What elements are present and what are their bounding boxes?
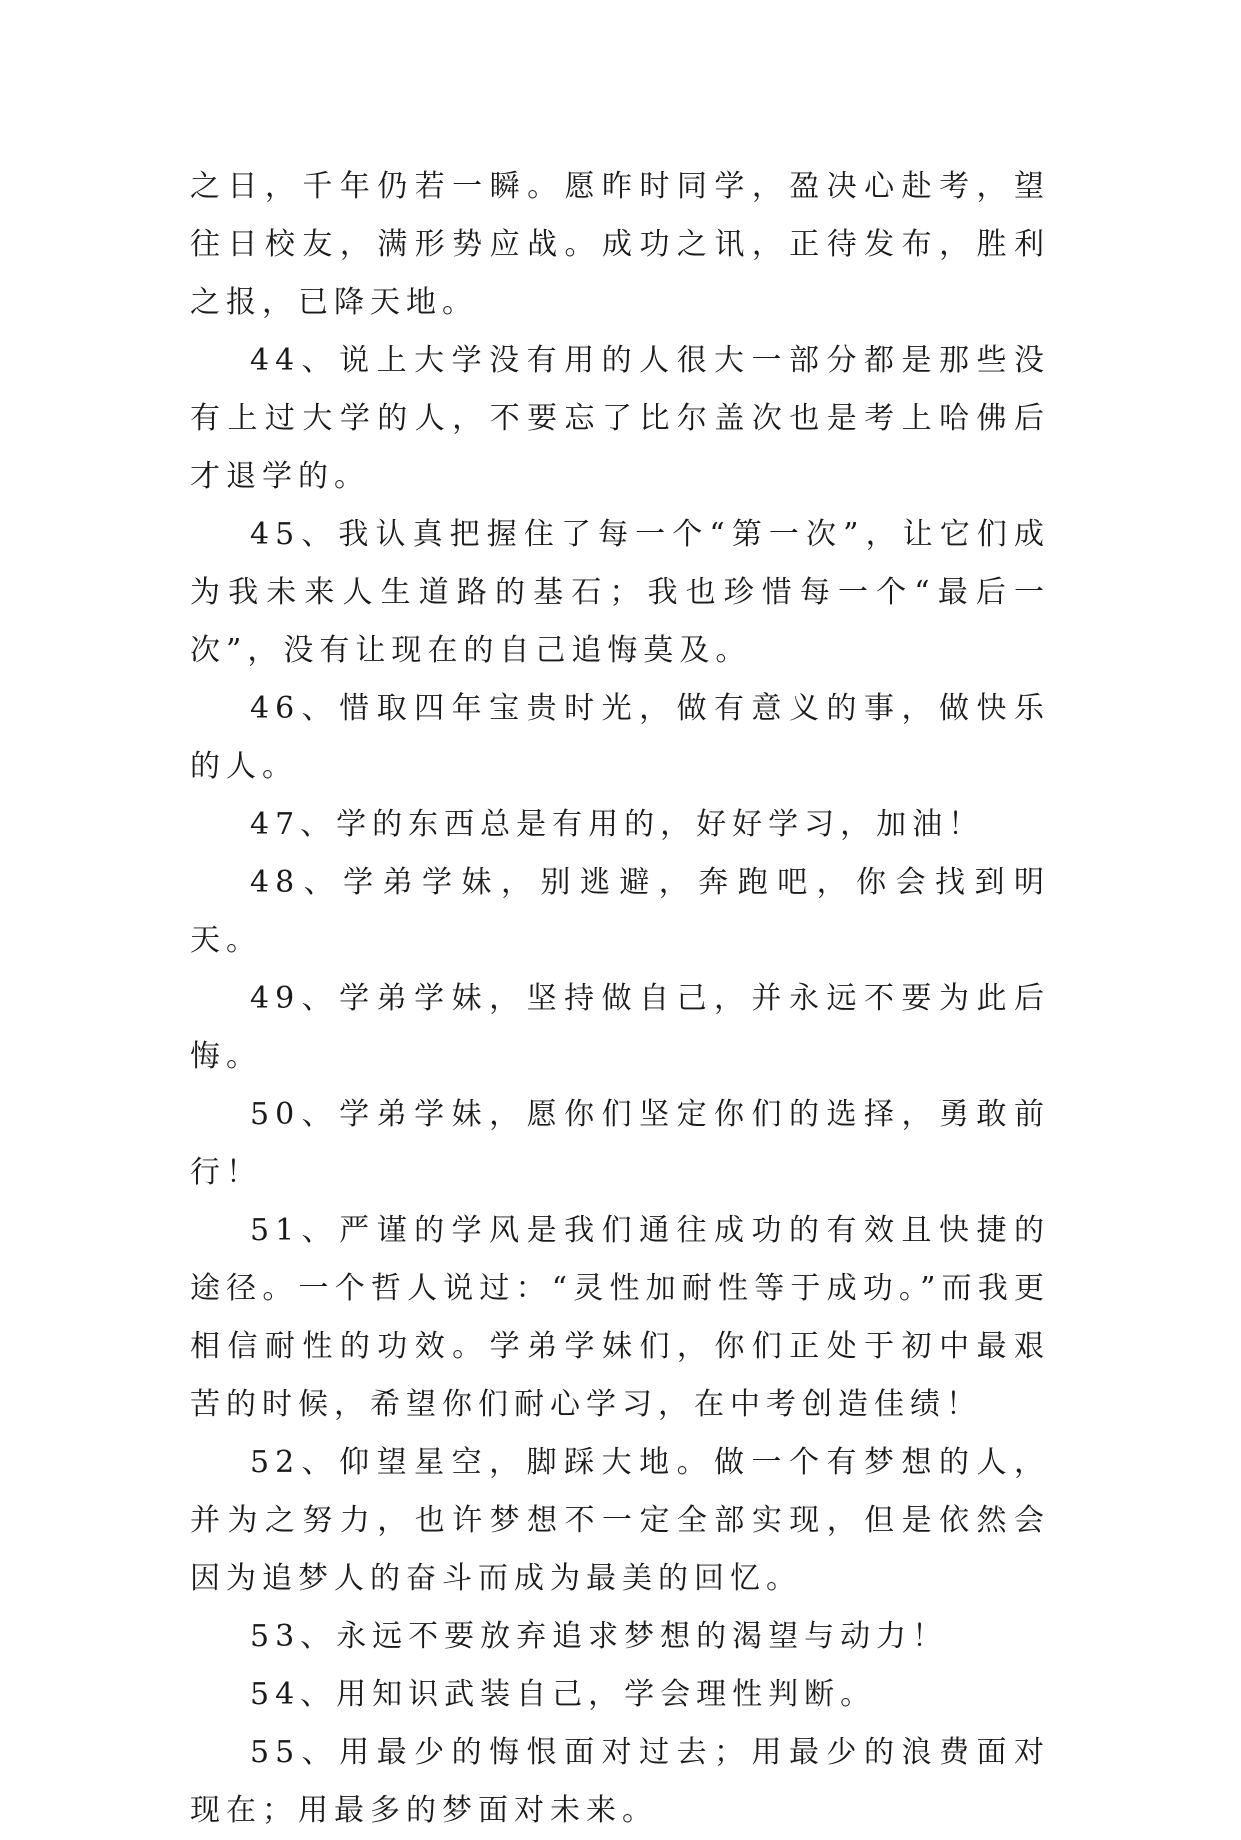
paragraph-50: 50、学弟学妹，愿你们坚定你们的选择，勇敢前行！ bbox=[190, 1097, 1050, 1190]
paragraph-continued: 之日，千年仍若一瞬。愿昨时同学，盈决心赴考，望往日校友，满形势应战。成功之讯，正待发布，胜利之报，已降天地。 bbox=[190, 169, 1050, 320]
paragraph-46: 46、惜取四年宝贵时光，做有意义的事，做快乐的人。 bbox=[190, 691, 1050, 784]
paragraph-49: 49、学弟学妹，坚持做自己，并永远不要为此后悔。 bbox=[190, 981, 1050, 1074]
paragraph-54: 54、用知识武装自己，学会理性判断。 bbox=[250, 1677, 877, 1712]
paragraph-53: 53、永远不要放弃追求梦想的渴望与动力！ bbox=[250, 1619, 949, 1654]
paragraph-45: 45、我认真把握住了每一个“第一次”，让它们成为我未来人生道路的基石；我也珍惜每一个“最后一次”，没有让现在的自己追悔莫及。 bbox=[190, 517, 1050, 668]
paragraph-51: 51、严谨的学风是我们通往成功的有效且快捷的途径。一个哲人说过：“灵性加耐性等于成功。”而我更相信耐性的功效。学弟学妹们，你们正处于初中最艰苦的时候，希望你们耐心学习，在中考创造佳绩！ bbox=[190, 1213, 1050, 1422]
paragraph-44: 44、说上大学没有用的人很大一部分都是那些没有上过大学的人，不要忘了比尔盖次也是考上哈佛后才退学的。 bbox=[190, 343, 1050, 494]
paragraph-55: 55、用最少的悔恨面对过去；用最少的浪费面对现在；用最多的梦面对未来。 bbox=[190, 1735, 1050, 1828]
paragraph-52: 52、仰望星空，脚踩大地。做一个有梦想的人，并为之努力，也许梦想不一定全部实现，但是依然会因为追梦人的奋斗而成为最美的回忆。 bbox=[190, 1445, 1050, 1596]
document-body bbox=[190, 158, 1050, 1840]
paragraph-47: 47、学的东西总是有用的，好好学习，加油！ bbox=[250, 807, 985, 842]
paragraph-48: 48、学弟学妹，别逃避，奔跑吧，你会找到明天。 bbox=[190, 865, 1050, 958]
